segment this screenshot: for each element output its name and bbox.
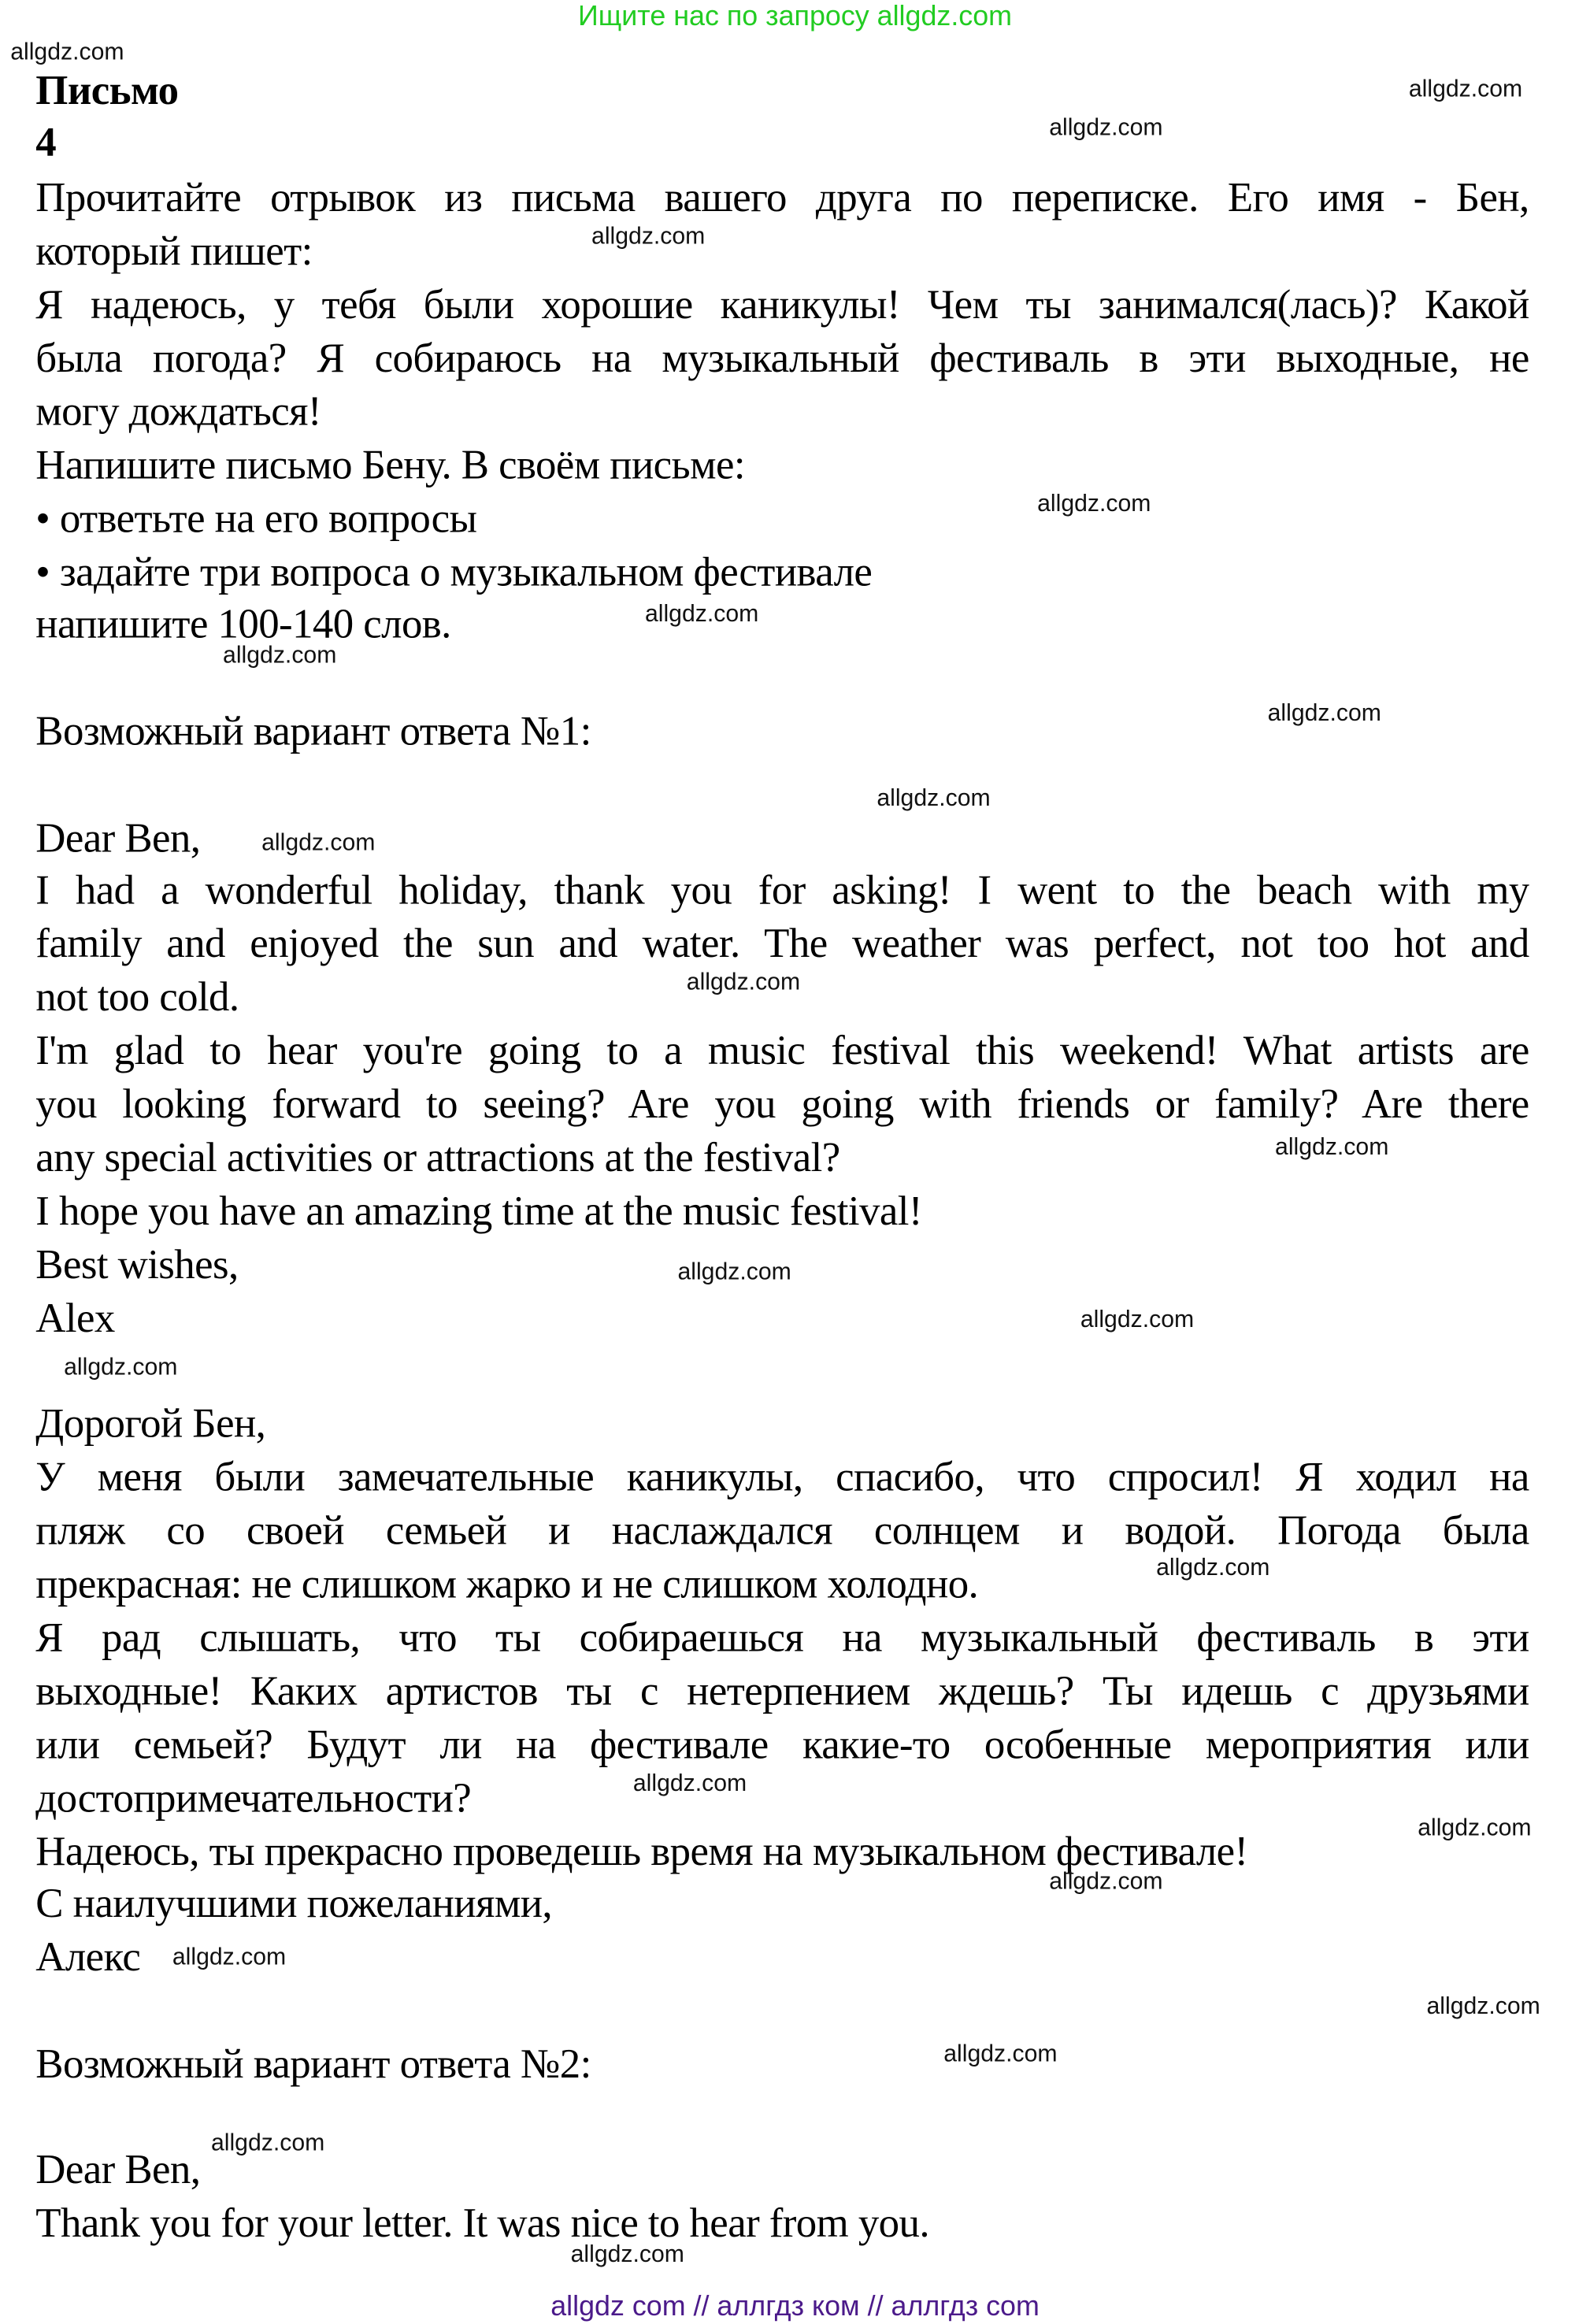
watermark: allgdz.com: [1049, 116, 1163, 142]
text-line: Я надеюсь, у тебя были хорошие каникулы! Чем ты занимался(лась)? Какой: [35, 282, 1529, 329]
text-line: Thank you for your letter. It was nice to hear from you.: [35, 2200, 930, 2248]
text-line: Best wishes,: [35, 1242, 239, 1289]
watermark: allgdz.com: [644, 602, 759, 628]
text-line: any special activities or attractions at the festival?: [35, 1135, 840, 1182]
watermark: allgdz.com: [64, 1355, 178, 1381]
text-line: • ответьте на его вопросы: [35, 496, 477, 543]
text-line: достопримечательности?: [35, 1775, 472, 1822]
watermark: allgdz.com: [1049, 1869, 1163, 1895]
text-line: Алекс: [35, 1934, 141, 1981]
watermark: allgdz.com: [1037, 491, 1151, 517]
text-line: Dear Ben,: [35, 2147, 201, 2194]
watermark: allgdz.com: [632, 1771, 747, 1797]
watermark: allgdz.com: [1080, 1307, 1195, 1333]
text-line: С наилучшими пожеланиями,: [35, 1881, 553, 1928]
watermark: allgdz.com: [10, 39, 124, 66]
watermark: allgdz.com: [1426, 1994, 1540, 2020]
letter-title: 4: [35, 120, 57, 167]
letter-title: Письмо: [35, 68, 179, 115]
watermark: allgdz.com: [877, 786, 991, 812]
text-line: Dear Ben,: [35, 815, 201, 862]
watermark: allgdz.com: [1418, 1815, 1532, 1841]
text-line: который пишет:: [35, 228, 313, 276]
text-line: напишите 100-140 слов.: [35, 602, 451, 648]
watermark: allgdz.com: [261, 830, 376, 856]
watermark: allgdz.com: [943, 2041, 1058, 2067]
text-line: Прочитайте отрывок из письма вашего друга по переписке. Его имя - Бен,: [35, 175, 1529, 222]
watermark: allgdz.com: [223, 643, 337, 669]
text-line: I had a wonderful holiday, thank you for asking! I went to the beach with my: [35, 868, 1529, 914]
text-line: Alex: [35, 1295, 115, 1342]
text-line: I hope you have an amazing time at the music festival!: [35, 1188, 922, 1236]
watermark: allgdz.com: [172, 1945, 287, 1971]
text-line: Надеюсь, ты прекрасно проведешь время на музыкальном фестивале!: [35, 1829, 1248, 1876]
watermark: allgdz.com: [570, 2242, 684, 2268]
text-line: Напишите письмо Бену. В своём письме:: [35, 443, 745, 489]
text-line: I'm glad to hear you're going to a music festival this weekend! What artists are: [35, 1028, 1529, 1075]
text-line: Я рад слышать, что ты собираешься на музыкальный фестиваль в эти: [35, 1615, 1529, 1662]
text-line: была погода? Я собираюсь на музыкальный фестиваль в эти выходные, не: [35, 335, 1529, 382]
text-line: или семьей? Будут ли на фестивале какие-то особенные мероприятия или: [35, 1722, 1529, 1769]
watermark: allgdz.com: [210, 2130, 325, 2157]
watermark: allgdz.com: [1275, 1135, 1389, 1161]
watermark: allgdz.com: [677, 1260, 791, 1286]
text-line: пляж со своей семьей и наслаждался солнцем и водой. Погода была: [35, 1508, 1529, 1555]
footer-banner[interactable]: allgdz com // аллгдз ком // аллгдз com: [550, 2291, 1040, 2323]
text-line: прекрасная: не слишком жарко и не слишком холодно.: [35, 1562, 979, 1608]
watermark: allgdz.com: [591, 224, 706, 250]
text-line: могу дождаться!: [35, 389, 321, 436]
text-line: not too cold.: [35, 974, 239, 1021]
watermark: allgdz.com: [1156, 1555, 1270, 1581]
text-line: У меня были замечательные каникулы, спасибо, что спросил! Я ходил на: [35, 1455, 1529, 1501]
text-line: Возможный вариант ответа №1:: [35, 709, 591, 755]
text-line: • задайте три вопроса о музыкальном фестивале: [35, 550, 873, 596]
text-line: you looking forward to seeing? Are you going with friends or family? Are there: [35, 1081, 1529, 1129]
watermark: allgdz.com: [1408, 77, 1523, 103]
text-line: выходные! Каких артистов ты с нетерпением ждешь? Ты идешь с друзьями: [35, 1669, 1529, 1715]
text-line: family and enjoyed the sun and water. The weather was perfect, not too hot and: [35, 921, 1529, 968]
watermark: allgdz.com: [686, 970, 801, 996]
text-line: Возможный вариант ответа №2:: [35, 2041, 591, 2089]
search-banner[interactable]: Ищите нас по запросу allgdz.com: [578, 1, 1013, 33]
text-line: Дорогой Бен,: [35, 1401, 266, 1447]
watermark: allgdz.com: [1267, 701, 1381, 727]
